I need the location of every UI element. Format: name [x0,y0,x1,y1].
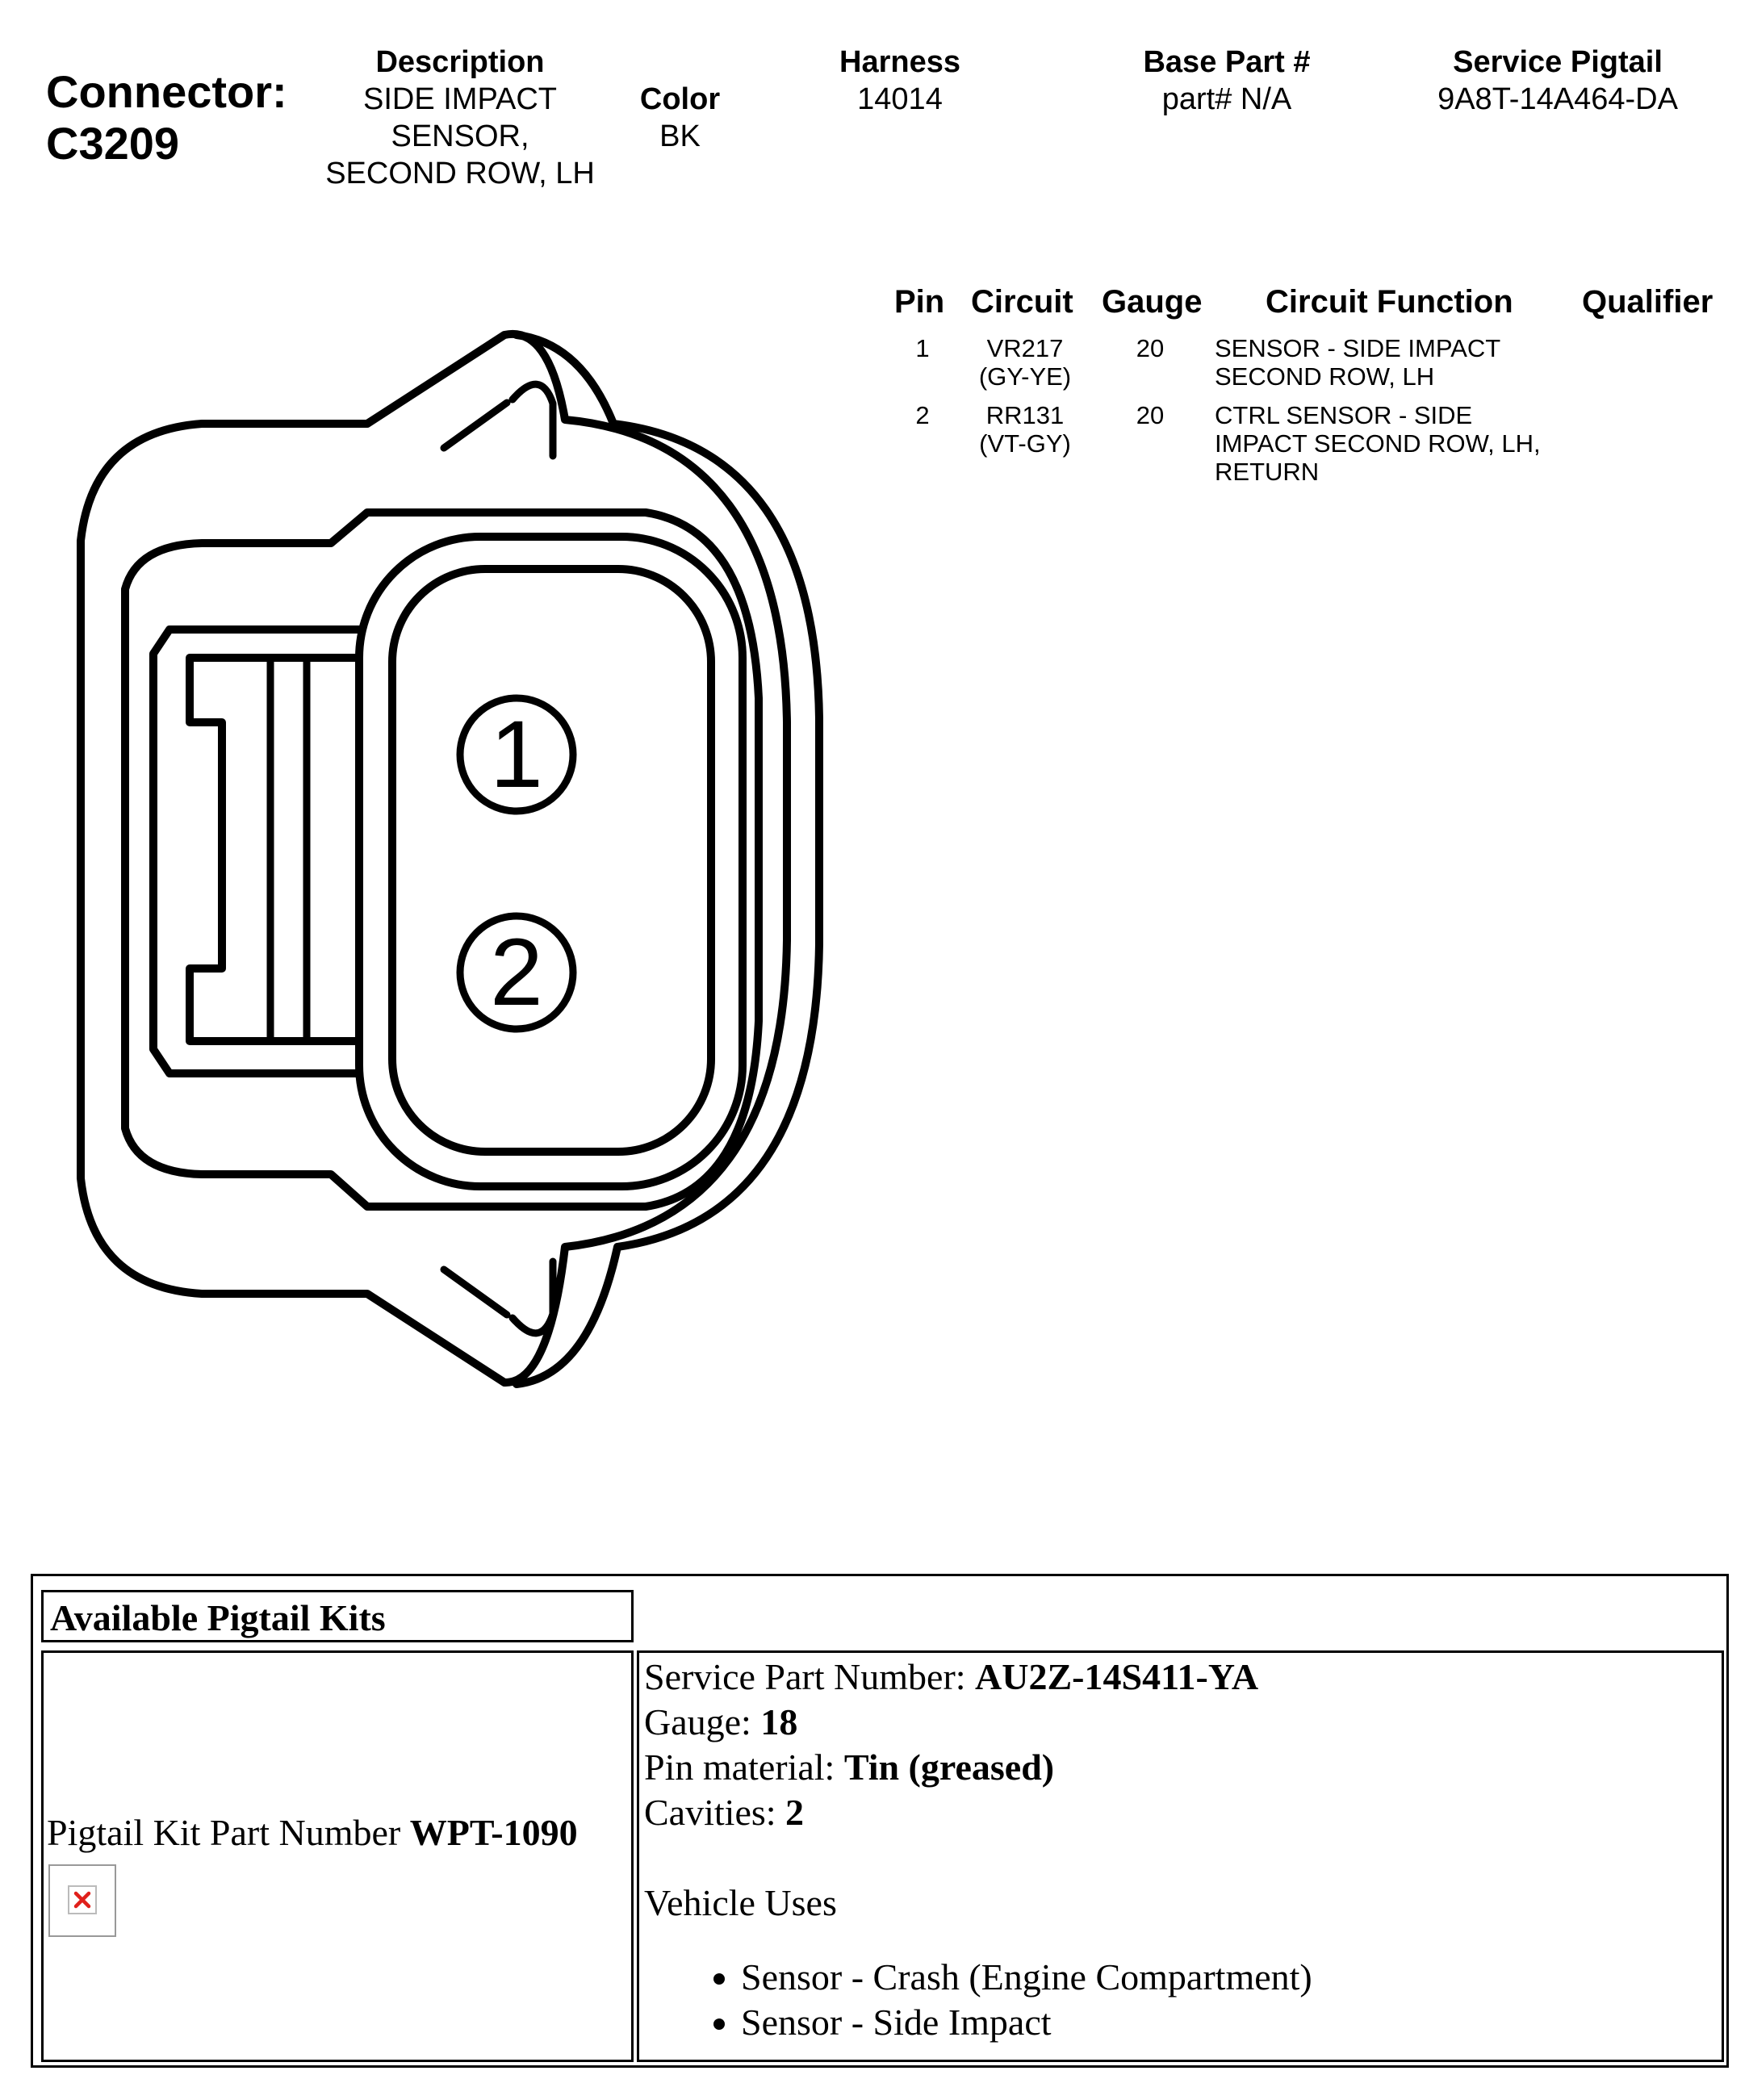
description-block [299,44,621,192]
service-pigtail-block [1404,44,1711,118]
circuit-cell [956,334,1094,391]
function-line: RETURN [1215,458,1320,486]
base-part-label: Base Part # [1143,45,1311,79]
color-label: Color [639,82,721,116]
function-line: SECOND ROW, LH [1215,362,1435,391]
gauge-label: Gauge: [644,1701,761,1742]
gauge-cell: 20 [1136,401,1165,429]
cavities-value: 2 [785,1792,805,1833]
description-line: SENSOR, [391,119,529,153]
qualifier-header: Qualifier [1582,284,1713,320]
mating-face-outer [359,537,743,1186]
color-block [621,81,739,155]
broken-image-icon [48,1864,116,1937]
description-line: SECOND ROW, LH [325,157,595,190]
function-cell [1215,401,1541,486]
color-value: BK [659,119,701,153]
function-line: IMPACT SECOND ROW, LH, [1215,429,1541,458]
connector-latch-top [513,384,553,456]
circuit-id: RR131 [985,401,1065,429]
vehicle-use-item: • Sensor - Side Impact [741,2000,1312,2045]
pin-material-line [644,1745,1312,1790]
broken-image-x-icon [68,1885,97,1914]
pigtail-kits-title-cell [41,1590,634,1642]
pigtail-kit-number: WPT-1090 [409,1812,578,1853]
circuit-color: (VT-GY) [979,429,1071,458]
connector-id: C3209 [46,118,180,169]
service-part-number-value: AU2Z-14S411-YA [975,1656,1259,1697]
pin-material-value: Tin (greased) [843,1747,1055,1788]
pin-header: Pin [894,284,945,320]
connector-face-drawing [65,319,856,1408]
harness-block [807,44,993,118]
circuit-color: (GY-YE) [978,362,1072,391]
pigtail-kit-label: Pigtail Kit Part Number [47,1812,410,1853]
function-cell [1215,334,1500,391]
connector-title [46,66,287,169]
circuit-header: Circuit [971,284,1073,320]
pigtail-kit-details [644,1654,1312,2045]
base-part-value: part# N/A [1161,82,1292,116]
description-label: Description [375,45,545,79]
pigtail-kit-details-cell [637,1650,1724,2062]
gauge-value: 18 [760,1701,798,1742]
gauge-line [644,1700,1312,1745]
service-part-number-line [644,1654,1312,1700]
pin-number: 2 [915,401,930,429]
vehicle-uses-label: Vehicle Uses [644,1882,837,1923]
pigtail-kit-part-number-line [47,1810,578,1855]
vehicle-use-item: • Sensor - Crash (Engine Compartment) [741,1955,1312,2000]
description-line: SIDE IMPACT [363,82,557,116]
vehicle-uses-list [644,1955,1312,2045]
function-line: CTRL SENSOR - SIDE [1215,401,1473,429]
harness-label: Harness [839,45,960,79]
connector-label: Connector: [46,66,287,117]
pigtail-kits-title: Available Pigtail Kits [50,1597,386,1638]
cavities-line [644,1790,1312,1835]
circuit-cell [956,401,1094,458]
connector-rear-flange [517,335,819,1384]
base-part-block [1106,44,1348,118]
circuit-function-header: Circuit Function [1266,284,1513,320]
cavities-label: Cavities: [644,1792,786,1833]
cavity-1-label: 1 [490,701,543,808]
gauge-cell: 20 [1136,334,1165,362]
function-line: SENSOR - SIDE IMPACT [1215,334,1501,362]
pigtail-kit-cell [41,1650,634,2062]
mating-face-inner [392,569,711,1152]
service-pigtail-label: Service Pigtail [1453,45,1663,79]
pin-number: 1 [915,334,930,362]
lock-bracket [153,630,359,1073]
pin-material-label: Pin material: [644,1747,844,1788]
gauge-header: Gauge [1102,284,1203,320]
service-part-number-label: Service Part Number: [644,1656,976,1697]
service-pigtail-value: 9A8T-14A464-DA [1437,82,1678,116]
connector-latch-bottom [513,1261,553,1333]
harness-value: 14014 [857,82,943,116]
pigtail-kits-table [31,1574,1729,2068]
cavity-2-label: 2 [490,919,543,1026]
circuit-id: VR217 [986,334,1064,362]
